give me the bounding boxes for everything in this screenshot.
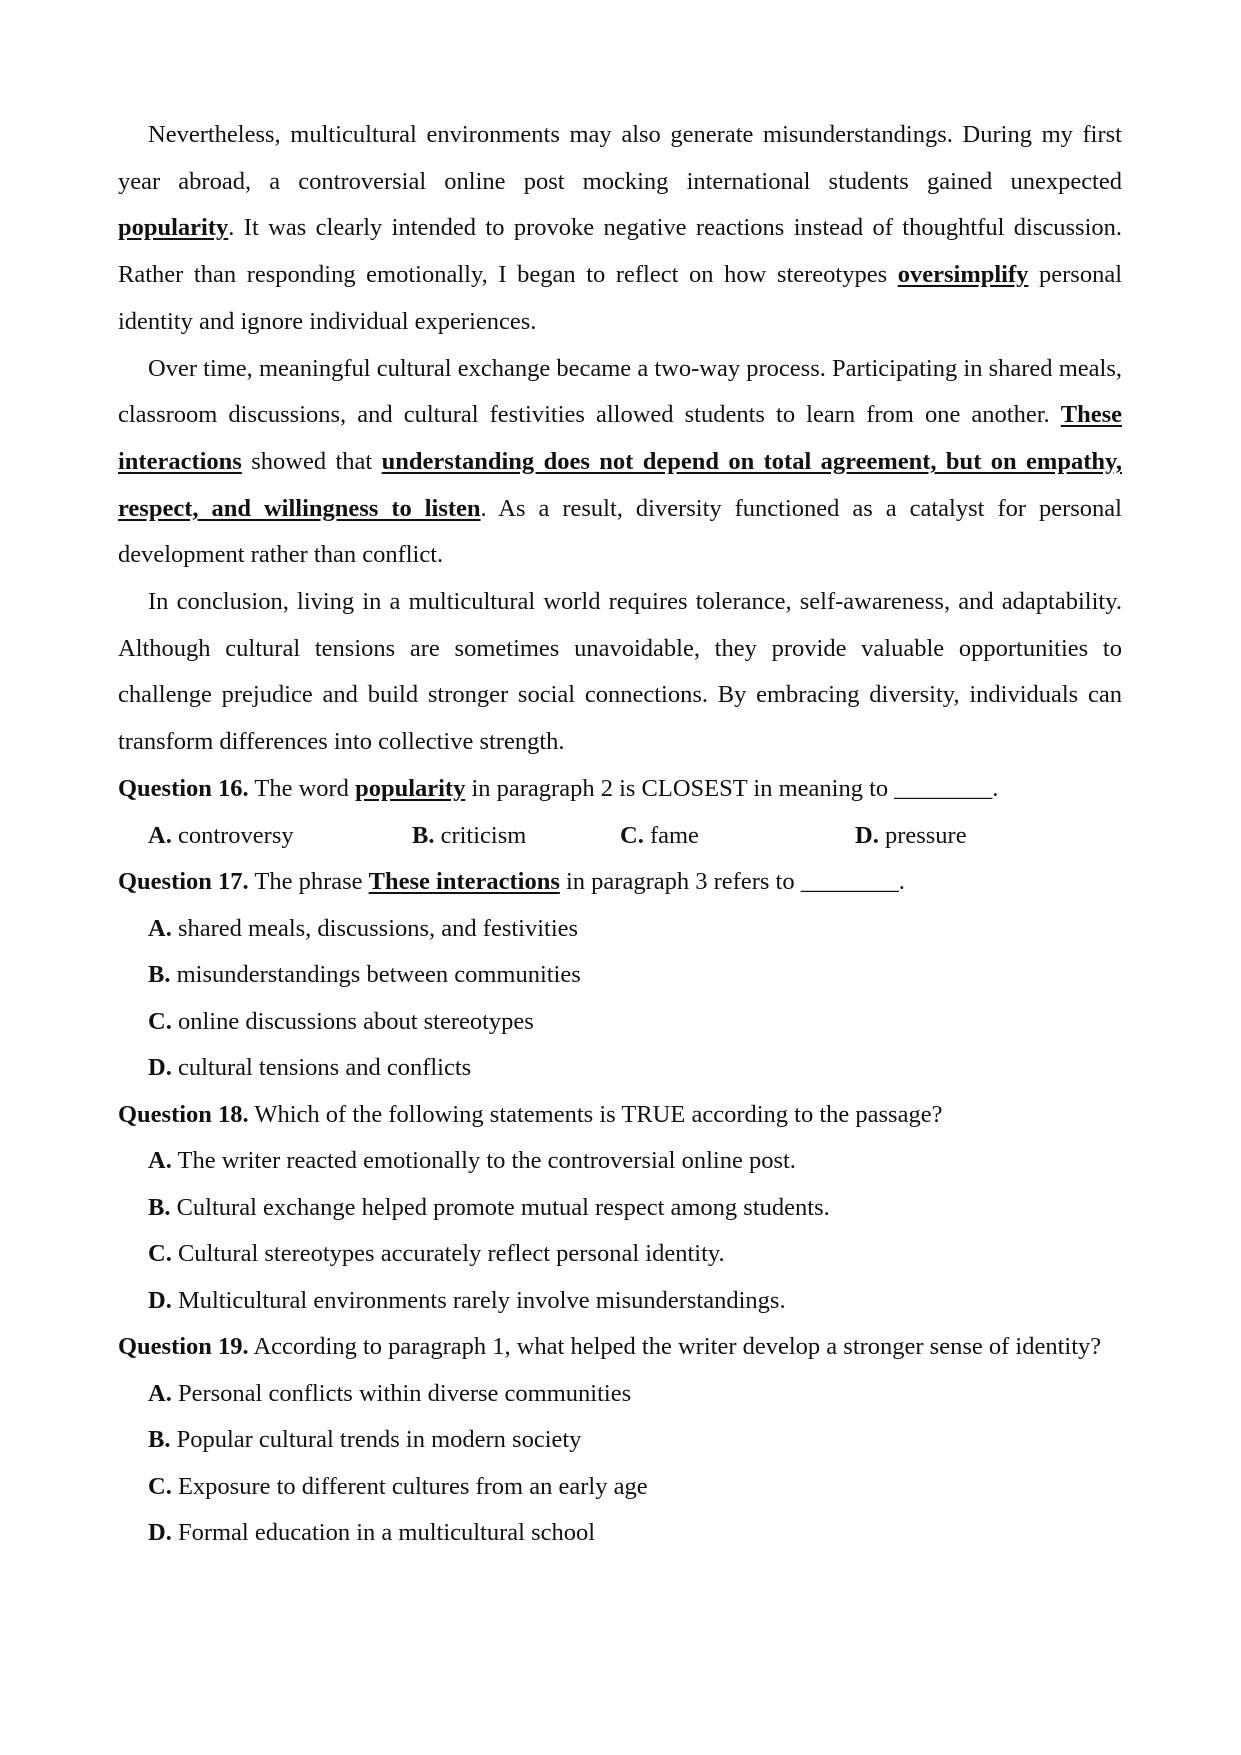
highlighted-phrase-these-interactions: These interactions	[118, 401, 1122, 475]
answer-option-c[interactable]: C. Exposure to different cultures from an early age	[148, 1472, 648, 1500]
paragraph-4: In conclusion, living in a multicultural world requires tolerance, self-awareness, and adaptability. Although cultural tensions are sometimes unavoidable, they provide valuable opportunities to challenge prejudice and build stronger social connections. By embracing diversity, individuals can transform differences into collective strength.	[118, 588, 1122, 756]
question-stem: Question 18. Which of the following statements is TRUE according to the passage?	[118, 1100, 943, 1128]
answer-option-c[interactable]: C. fame	[620, 821, 699, 849]
answer-option-d[interactable]: D. Multicultural environments rarely involve misunderstandings.	[148, 1286, 786, 1314]
answer-option-b[interactable]: B. criticism	[412, 821, 527, 849]
question-number: Question 19.	[118, 1333, 249, 1360]
reading-passage	[118, 112, 1122, 766]
highlighted-phrase-understanding: understanding does not depend on total agreement, but on empathy, respect, and willingness to listen	[118, 447, 1122, 522]
answer-option-b[interactable]: B. misunderstandings between communities	[148, 961, 581, 988]
highlighted-word-popularity: popularity	[118, 214, 229, 242]
question-stem: Question 17. The phrase These interactions in paragraph 3 refers to ________.	[118, 868, 905, 895]
question-stem: Question 16. The word popularity in paragraph 2 is CLOSEST in meaning to ________.	[118, 775, 999, 802]
answer-option-c[interactable]: C. Cultural stereotypes accurately reflect personal identity.	[148, 1240, 725, 1267]
question-keyword: These interactions	[368, 868, 560, 895]
question-number: Question 18.	[118, 1100, 249, 1128]
question-number: Question 16.	[118, 775, 249, 802]
answer-option-b[interactable]: B. Popular cultural trends in modern society	[148, 1426, 582, 1453]
question-list	[118, 766, 1122, 1557]
question-number: Question 17.	[118, 868, 249, 895]
answer-option-b[interactable]: B. Cultural exchange helped promote mutual respect among students.	[148, 1193, 830, 1221]
question-18	[118, 1092, 1122, 1325]
answer-option-a[interactable]: A. controversy	[148, 821, 294, 849]
question-19	[118, 1324, 1122, 1557]
answer-option-d[interactable]: D. Formal education in a multicultural school	[148, 1519, 596, 1546]
answer-option-a[interactable]: A. Personal conflicts within diverse communities	[148, 1379, 632, 1407]
question-17	[118, 859, 1122, 1092]
question-16	[118, 766, 1122, 859]
highlighted-word-oversimplify: oversimplify	[897, 261, 1029, 289]
answer-option-a[interactable]: A. The writer reacted emotionally to the controversial online post.	[148, 1147, 796, 1174]
paragraph-3: Over time, meaningful cultural exchange became a two-way process. Participating in shared meals, classroom discussions, and cultural festivities allowed students to learn from one another. These interactions showed that understanding does not depend on total agreement, but on empathy, respect, and willingness to listen. As a result, diversity functioned as a catalyst for personal development rather than conflict.	[118, 354, 1122, 569]
answer-option-c[interactable]: C. online discussions about stereotypes	[148, 1007, 534, 1035]
answer-option-d[interactable]: D. cultural tensions and conflicts	[148, 1054, 472, 1081]
answer-option-d[interactable]: D. pressure	[855, 821, 967, 849]
question-stem: Question 19. According to paragraph 1, what helped the writer develop a stronger sense of identity?	[118, 1333, 1102, 1360]
paragraph-2: Nevertheless, multicultural environments may also generate misunderstandings. During my first year abroad, a controversial online post mocking international students gained unexpected popularity. It was clearly intended to provoke negative reactions instead of thoughtful discussion. Rather than responding emotionally, I began to reflect on how stereotypes oversimplify personal identity and ignore individual experiences.	[118, 121, 1123, 335]
answer-options-row	[118, 813, 1122, 860]
answer-option-a[interactable]: A. shared meals, discussions, and festivities	[148, 914, 579, 942]
question-keyword: popularity	[355, 775, 466, 802]
